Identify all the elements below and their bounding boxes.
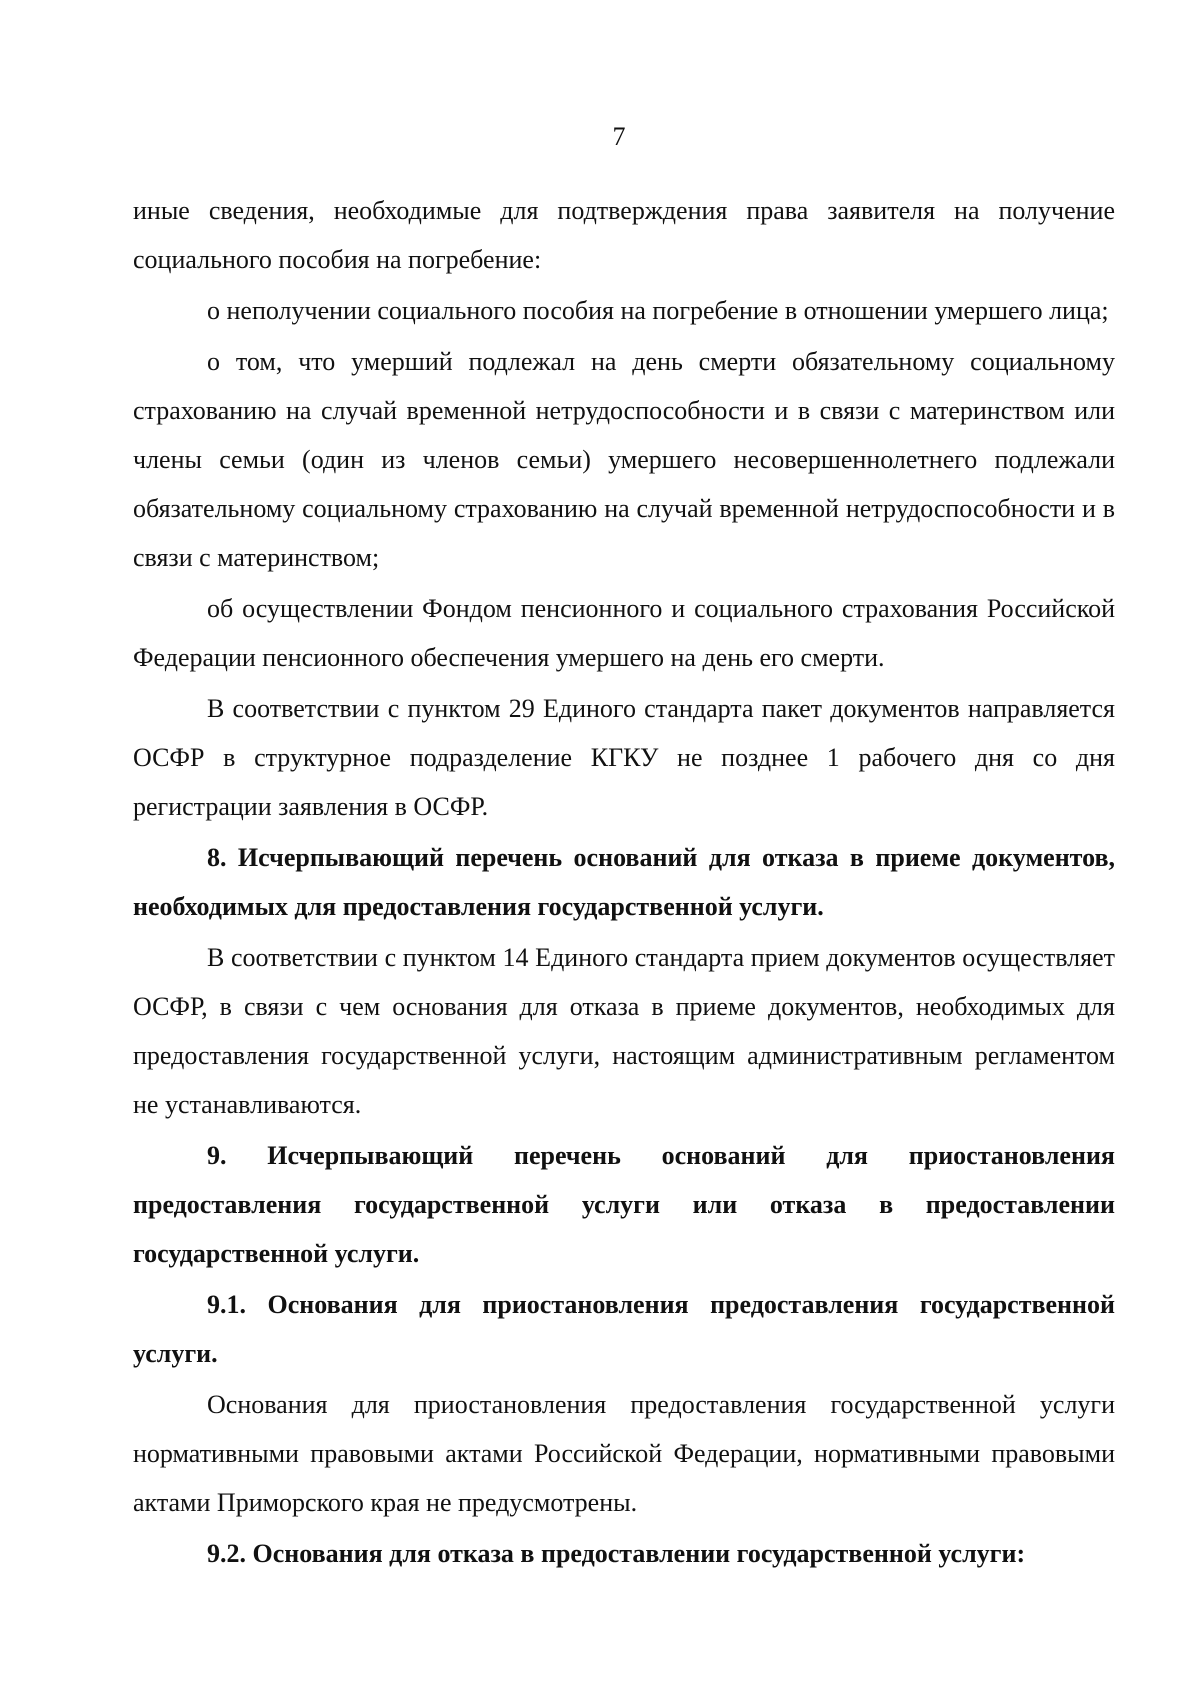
page-number: 7 xyxy=(612,122,626,151)
document-body xyxy=(133,186,1115,1578)
paragraph-4: об осуществлении Фондом пенсионного и социального страхования Российской Федерации пенсионного обеспечения умершего на день его смерти. xyxy=(133,594,1115,672)
paragraph-3: о том, что умерший подлежал на день смерти обязательному социальному страхованию на случай временной нетрудоспособности и в связи с материнством или члены семьи (один из членов семьи) умершего несовершеннолетнего подлежали обязательному социальному страхованию на случай временной нетрудоспособности и в связи с материнством; xyxy=(133,347,1115,572)
section-heading-9: 9. Исчерпывающий перечень оснований для приостановления предоставления государственной услуги или отказа в предоставлении государственной услуги. xyxy=(133,1141,1115,1268)
paragraph-6: В соответствии с пунктом 14 Единого стандарта прием документов осуществляет ОСФР, в связи с чем основания для отказа в приеме документов, необходимых для предоставления государственной услуги, настоящим административным регламентом не устанавливаются. xyxy=(133,943,1115,1119)
paragraph-7: Основания для приостановления предоставления государственной услуги нормативными правовыми актами Российской Федерации, нормативными правовыми актами Приморского края не предусмотрены. xyxy=(133,1390,1115,1517)
paragraph-5: В соответствии с пунктом 29 Единого стандарта пакет документов направляется ОСФР в структурное подразделение КГКУ не позднее 1 рабочего дня со дня регистрации заявления в ОСФР. xyxy=(133,694,1115,821)
section-heading-8: 8. Исчерпывающий перечень оснований для отказа в приеме документов, необходимых для предоставления государственной услуги. xyxy=(133,843,1115,921)
paragraph-1: иные сведения, необходимые для подтверждения права заявителя на получение социального пособия на погребение: xyxy=(133,196,1115,274)
section-heading-9-2: 9.2. Основания для отказа в предоставлении государственной услуги: xyxy=(207,1539,1026,1568)
paragraph-2: о неполучении социального пособия на погребение в отношении умершего лица; xyxy=(207,296,1109,325)
section-heading-9-1: 9.1. Основания для приостановления предоставления государственной услуги. xyxy=(133,1290,1115,1368)
